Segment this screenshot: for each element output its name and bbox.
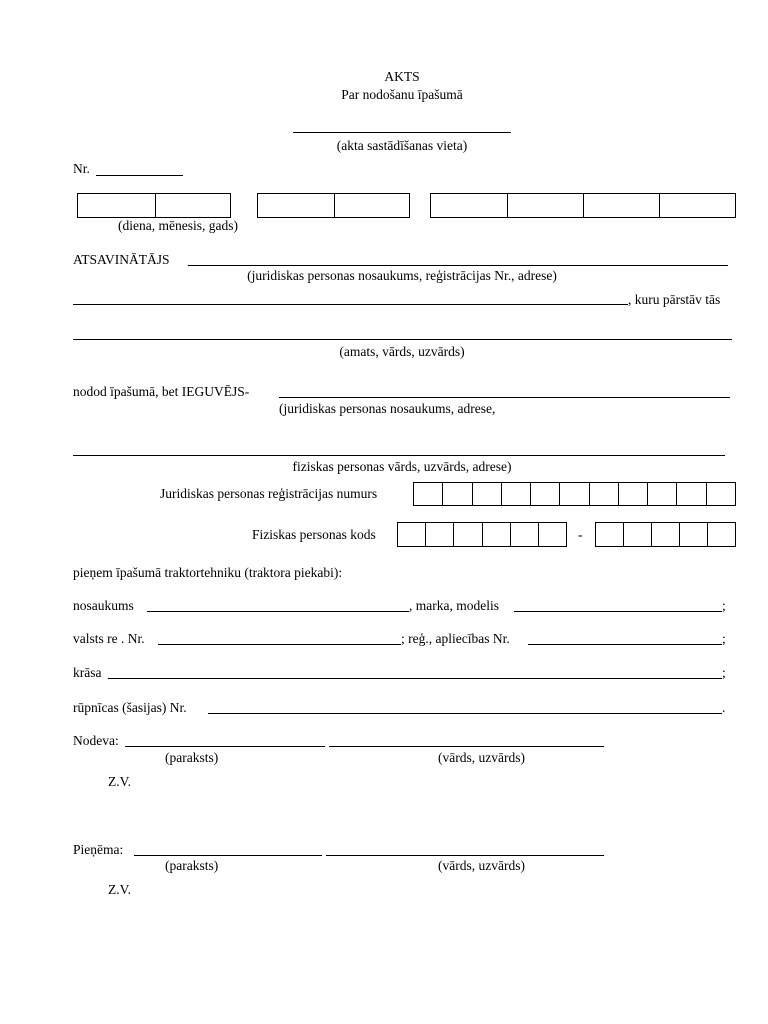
representative-caption: (amats, vārds, uzvārds) (339, 344, 465, 359)
code-digit-box[interactable] (623, 523, 651, 546)
date-digit-box[interactable] (431, 194, 507, 217)
line-end-semicolon: ; (722, 631, 726, 646)
delivered-name-field[interactable] (329, 746, 604, 747)
place-field[interactable] (293, 132, 511, 133)
seal-mark: Z.V. (108, 882, 132, 897)
date-digit-box[interactable] (659, 194, 735, 217)
received-name-field[interactable] (326, 855, 604, 856)
factory-number-label: rūpnīcas (šasijas) Nr. (73, 700, 187, 715)
date-digit-box[interactable] (507, 194, 583, 217)
representative-field[interactable] (73, 339, 732, 340)
make-model-label: , marka, modelis (409, 598, 499, 613)
registration-number-label: Juridiskas personas reģistrācijas numurs (160, 486, 378, 501)
date-day-boxes[interactable] (77, 193, 231, 218)
date-month-boxes[interactable] (257, 193, 410, 218)
received-label: Pieņēma: (73, 842, 124, 857)
date-year-boxes[interactable] (430, 193, 736, 218)
signature-caption: (paraksts) (165, 858, 219, 873)
code-digit-box[interactable] (651, 523, 679, 546)
line-end-period: . (722, 700, 726, 715)
delivered-signature-field[interactable] (125, 746, 325, 747)
personal-code-boxes-1[interactable] (397, 522, 567, 547)
number-label: Nr. (73, 161, 90, 176)
code-digit-box[interactable] (398, 523, 425, 546)
reg-digit-box[interactable] (676, 483, 705, 505)
personal-code-label: Fiziskas personas kods (252, 527, 376, 542)
color-label: krāsa (73, 665, 102, 680)
reg-digit-box[interactable] (501, 483, 530, 505)
seller-label: ATSAVINĀTĀJS (73, 252, 170, 267)
code-digit-box[interactable] (679, 523, 707, 546)
seller-field[interactable] (188, 265, 728, 266)
date-digit-box[interactable] (258, 194, 334, 217)
code-digit-box[interactable] (596, 523, 623, 546)
reg-digit-box[interactable] (706, 483, 735, 505)
line-end-semicolon: ; (722, 598, 726, 613)
reg-digit-box[interactable] (472, 483, 501, 505)
make-model-field[interactable] (514, 611, 722, 612)
date-digit-box[interactable] (334, 194, 409, 217)
reg-digit-box[interactable] (647, 483, 676, 505)
document-title: AKTS (384, 69, 420, 84)
date-digit-box[interactable] (583, 194, 659, 217)
color-field[interactable] (108, 678, 722, 679)
place-caption: (akta sastādīšanas vieta) (336, 138, 468, 153)
date-digit-box[interactable] (78, 194, 155, 217)
buyer-field-2[interactable] (73, 455, 725, 456)
reg-digit-box[interactable] (589, 483, 618, 505)
delivered-label: Nodeva: (73, 733, 119, 748)
date-caption: (diena, mēnesis, gads) (118, 218, 238, 233)
code-digit-box[interactable] (482, 523, 510, 546)
personal-code-dash: - (578, 527, 583, 542)
document-subtitle: Par nodošanu īpašumā (341, 87, 463, 102)
seal-mark: Z.V. (108, 774, 132, 789)
seller-represented-text: , kuru pārstāv tās (628, 292, 721, 307)
name-field[interactable] (147, 611, 409, 612)
received-signature-field[interactable] (134, 855, 322, 856)
code-digit-box[interactable] (510, 523, 538, 546)
code-digit-box[interactable] (425, 523, 453, 546)
code-digit-box[interactable] (707, 523, 735, 546)
reg-digit-box[interactable] (559, 483, 588, 505)
certificate-number-label: ; reģ., apliecības Nr. (401, 631, 510, 646)
name-caption: (vārds, uzvārds) (438, 858, 525, 873)
code-digit-box[interactable] (453, 523, 481, 546)
line-end-semicolon: ; (722, 665, 726, 680)
personal-code-boxes-2[interactable] (595, 522, 736, 547)
buyer-caption-1: (juridiskas personas nosaukums, adrese, (279, 401, 496, 416)
factory-number-field[interactable] (208, 713, 722, 714)
seller-caption: (juridiskas personas nosaukums, reģistrācijas Nr., adrese) (247, 268, 557, 283)
reg-digit-box[interactable] (530, 483, 559, 505)
signature-caption: (paraksts) (165, 750, 219, 765)
buyer-label: nodod īpašumā, bet IEGUVĒJS- (73, 384, 250, 399)
vehicle-intro: pieņem īpašumā traktortehniku (traktora piekabi): (73, 565, 343, 580)
reg-digit-box[interactable] (618, 483, 647, 505)
name-label: nosaukums (73, 598, 134, 613)
plate-number-field[interactable] (158, 644, 401, 645)
number-field[interactable] (96, 175, 183, 176)
reg-digit-box[interactable] (442, 483, 471, 505)
name-caption: (vārds, uzvārds) (438, 750, 525, 765)
seller-field-2[interactable] (73, 304, 628, 305)
buyer-field[interactable] (279, 397, 730, 398)
date-digit-box[interactable] (155, 194, 230, 217)
code-digit-box[interactable] (538, 523, 566, 546)
plate-number-label: valsts re . Nr. (73, 631, 145, 646)
reg-digit-box[interactable] (414, 483, 442, 505)
certificate-number-field[interactable] (528, 644, 722, 645)
registration-number-boxes[interactable] (413, 482, 736, 506)
buyer-caption-2: fiziskas personas vārds, uzvārds, adrese) (292, 459, 512, 474)
